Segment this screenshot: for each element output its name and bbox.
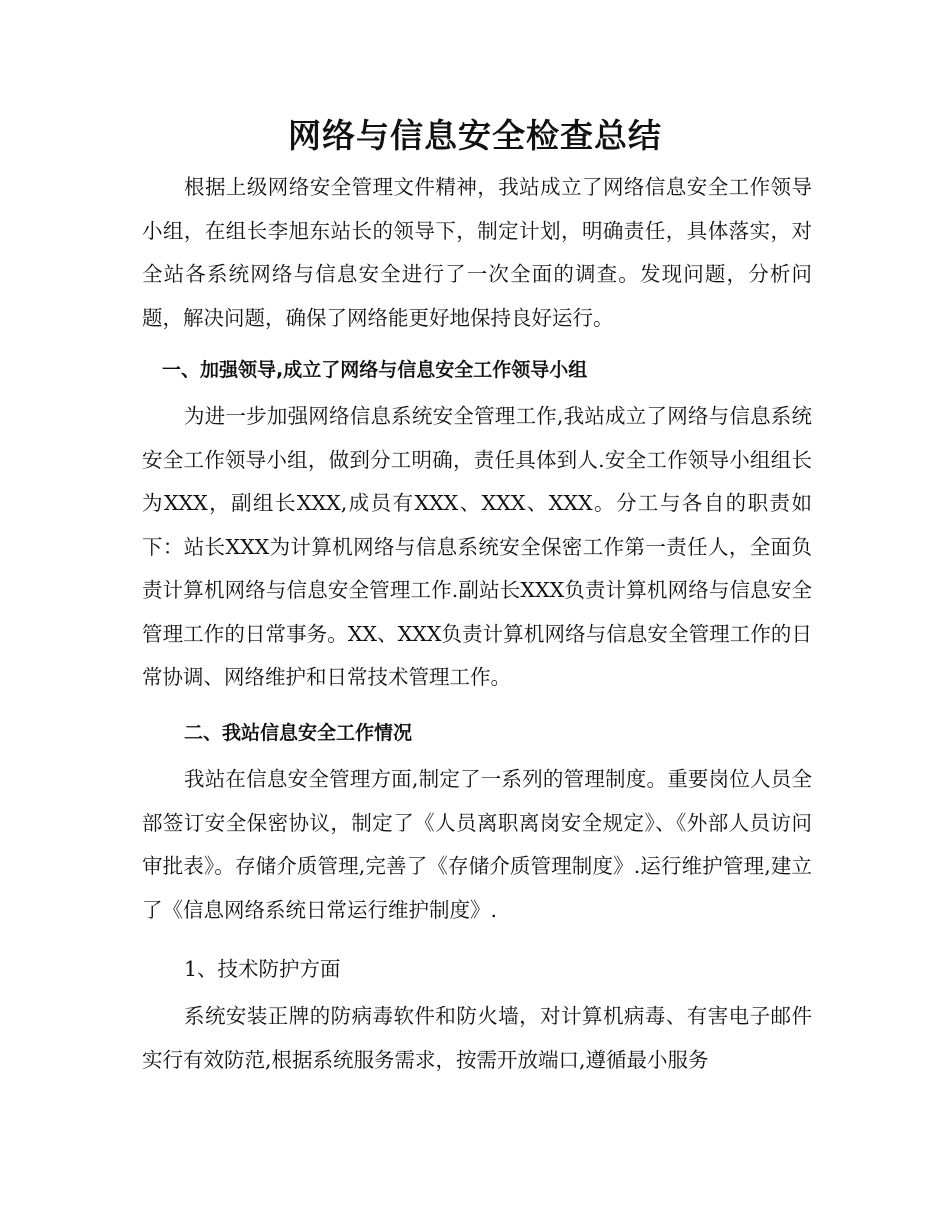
section2-heading: 二、我站信息安全工作情况 (184, 722, 413, 744)
section2-body: 我站在信息安全管理方面,制定了一系列的管理制度。重要岗位人员全部签订安全保密协议，制定了《人员离职离岗安全规定》、《外部人员访问审批表》。存储介质管理,完善了《存储介质管理制度》.运行维护管理,建立了《信息网络系统日常运行维护制度》. (142, 767, 812, 922)
subitem1-body: 系统安装正牌的防病毒软件和防火墙，对计算机病毒、有害电子邮件实行有效防范,根据系统服务需求，按需开放端口,遵循最小服务 (142, 1004, 812, 1072)
section1-heading: 一、加强领导,成立了网络与信息安全工作领导小组 (162, 359, 588, 381)
subitem1-label: 1、技术防护方面 (184, 957, 341, 981)
document-title: 网络与信息安全检查总结 (288, 116, 662, 155)
section1-body: 为进一步加强网络信息系统安全管理工作,我站成立了网络与信息系统安全工作领导小组，做到分工明确，责任具体到人.安全工作领导小组组长为XXX，副组长XXX,成员有XXX、XXX、XXX。分工与各自的职责如下：站长XXX为计算机网络与信息系统安全保密工作第一责任人，全面负责计算机网络与信息安全管理工作.副站长XXX负责计算机网络与信息安全管理工作的日常事务。XX、XXX负责计算机网络与信息安全管理工作的日常协调、网络维护和日常技术管理工作。 (142, 404, 812, 689)
intro-paragraph: 根据上级网络安全管理文件精神，我站成立了网络信息安全工作领导小组，在组长李旭东站长的领导下，制定计划，明确责任，具体落实，对全站各系统网络与信息安全进行了一次全面的调查。发现问题，分析问题，解决问题，确保了网络能更好地保持良好运行。 (142, 175, 812, 330)
